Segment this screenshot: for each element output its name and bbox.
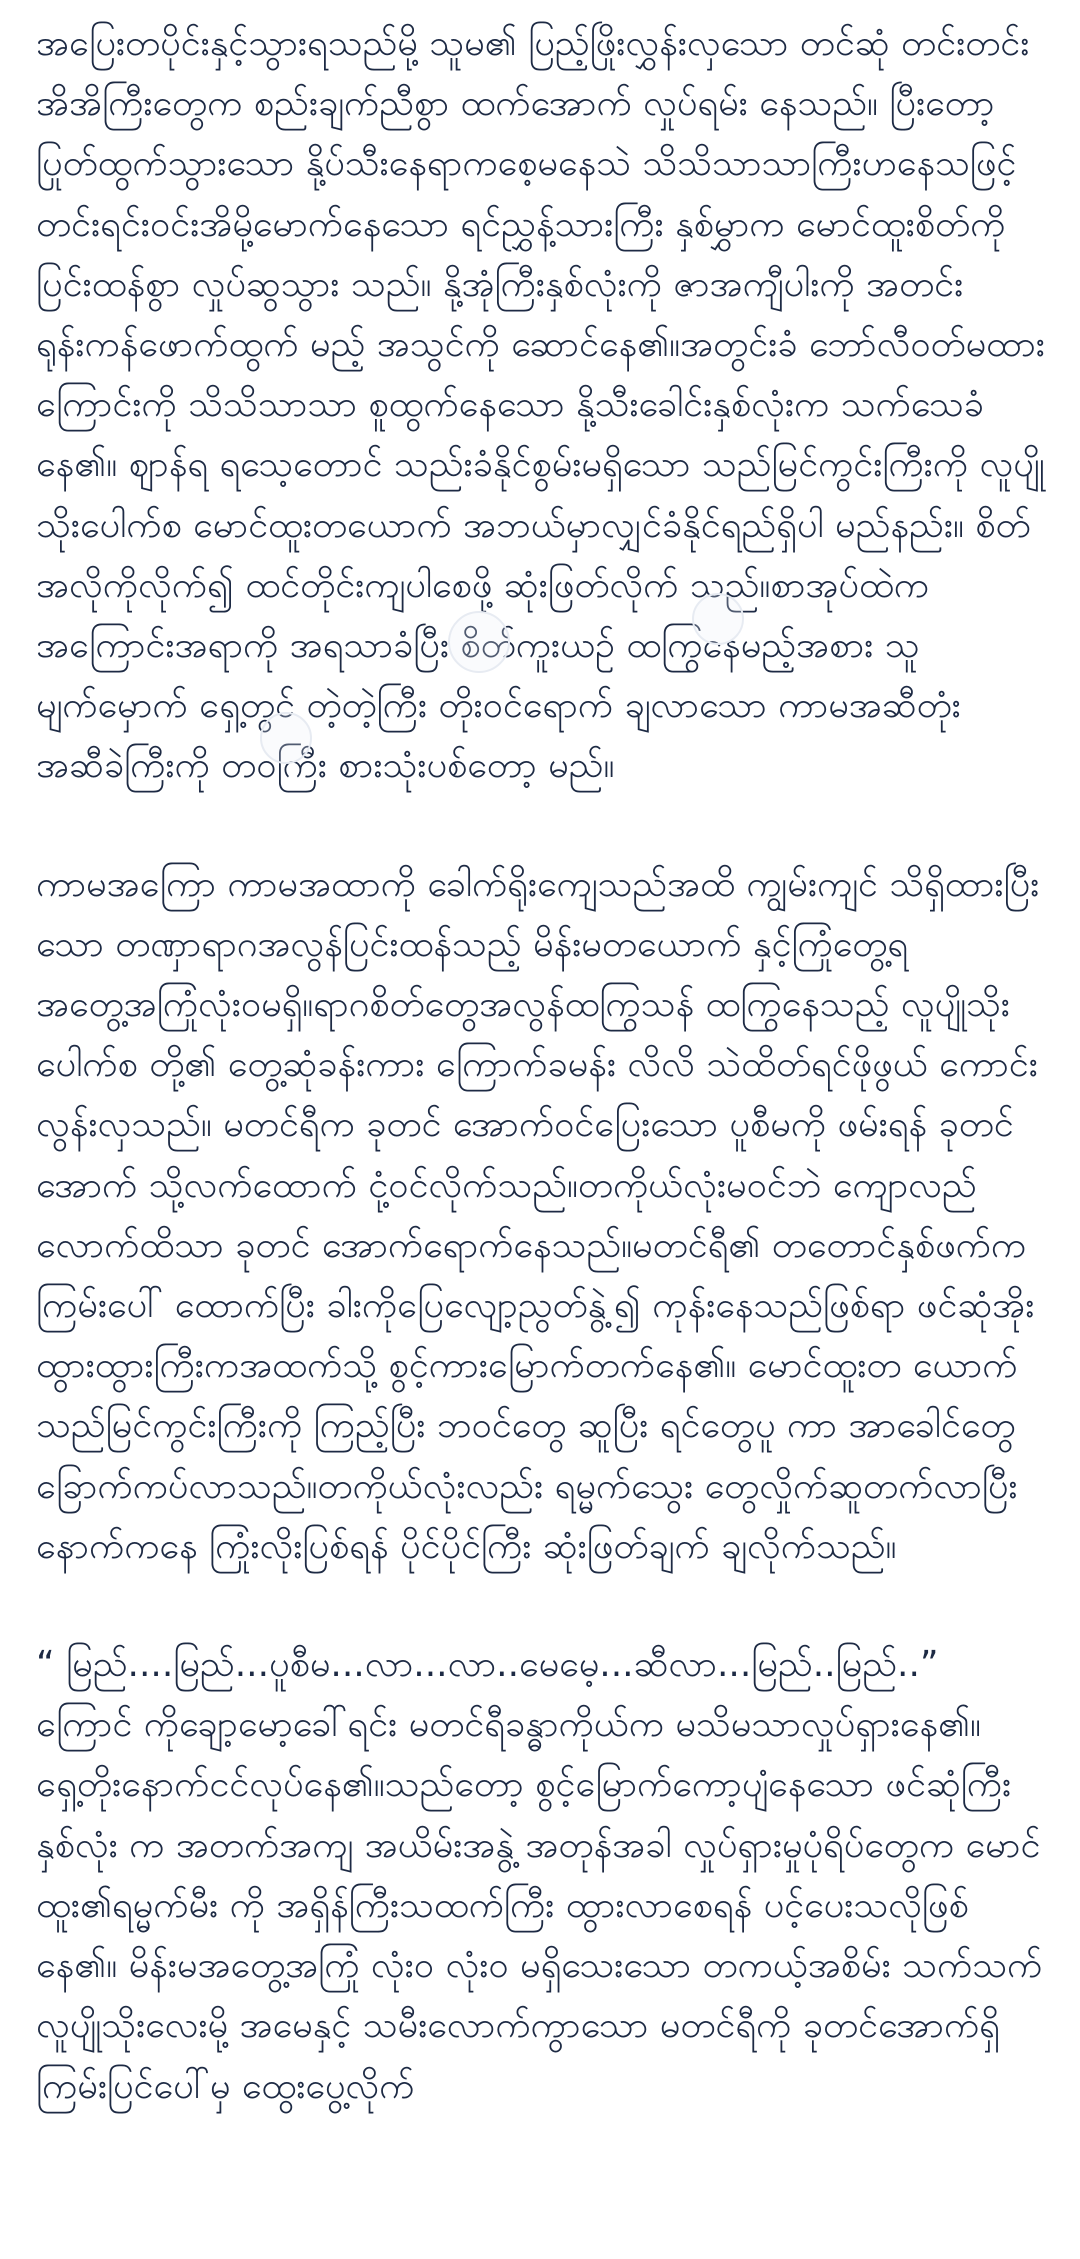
story-paragraph-1: အပြေးတပိုင်းနှင့်သွားရသည်မို့ သူမ၏ ပြည့်ဖြိုးလွှန်းလှသော တင်ဆုံ တင်းတင်းအိအိကြီးတွေက စည်းချက်ညီစွာ ထက်အောက် လှုပ်ရမ်း နေသည်။ ပြီးတော့ ပြုတ်ထွက်သွားသော နို့ပ်သီးနေရာကစေ့မနေသဲ သိသိသာသာကြီးဟနေသဖြင့် တင်းရင်းဝင်းအိမို့မောက်နေသော ရင်ညွှန့်သားကြီး နှစ်မွှာက မောင်ထူးစိတ်ကို ပြင်းထန်စွာ လှုပ်ဆွသွား သည်။ နို့အုံကြီးနှစ်လုံးကို ဇာအကျီပါးကို အတင်းရုန်းကန်ဖောက်ထွက် မည့် အသွင်ကို ဆောင်နေ၏။အတွင်းခံ ဘော်လီဝတ်မထားကြောင်းကို သိသိသာသာ စူထွက်နေသော နို့သီးခေါင်းနှစ်လုံးက သက်သေခံနေ၏။ ဈာန်ရ ရသေ့တောင် သည်းခံနိုင်စွမ်းမရှိသော သည်မြင်ကွင်းကြီးကို လူပျိုသိုးပေါက်စ မောင်ထူးတယောက် အဘယ်မှာလျှင်ခံနိုင်ရည်ရှိပါ မည်နည်း။ စိတ်အလိုကိုလိုက်၍ ထင်တိုင်းကျပါစေဖို့ ဆုံးဖြတ်လိုက် သည်။စာအုပ်ထဲက အကြောင်းအရာကို အရသာခံပြီး စိတ်ကူးယဉ် ထကြွနေမည့်အစား သူမျက်မှောက် ရှေ့တွင် တဲ့တဲ့ကြီး တိုးဝင်ရောက် ချလာသော ကာမအဆီတုံးအဆီခဲကြီးကို တဝကြီး စားသုံးပစ်တော့ မည်။ — [36, 23, 1045, 787]
story-text — [36, 14, 1046, 2175]
story-paragraph-3: “ မြည်....မြည်...ပူစီမ...လာ...လာ..မေမေ့...ဆီလာ...မြည်..မြည်..” ကြောင် ကိုချော့မော့ခေါ်ရင်း မတင်ရီခန္ဓာကိုယ်က မသိမသာလှုပ်ရှားနေ၏။ ရှေ့တိုးနောက်ငင်လုပ်နေ၏။သည်တော့ စွင့်မြောက်ကော့ပျံနေသော ဖင်ဆုံကြီးနှစ်လုံး က အတက်အကျ အယိမ်းအနွဲ့ အတုန်အခါ လှုပ်ရှားမှုပုံရိပ်တွေက မောင်ထူး၏ရမ္မက်မီး ကို အရှိန်ကြီးသထက်ကြီး ထွားလာစေရန် ပင့်ပေးသလိုဖြစ်နေ၏။ မိန်းမအတွေ့အကြုံ လုံးဝ လုံးဝ မရှိသေးသော တကယ့်အစိမ်း သက်သက် လူပျိုသိုးလေးမို့ အမေနှင့် သမီးလောက်ကွာသော မတင်ရီကို ခုတင်အောက်ရှိ ကြမ်းပြင်ပေါ်မှ ထွေးပွေ့လိုက် — [36, 1644, 1043, 2107]
story-paragraph-2: ကာမအကြော ကာမအထာကို ခေါက်ရိုးကျေသည်အထိ ကျွမ်းကျင် သိရှိထားပြီးသော တဏှာရာဂအလွန်ပြင်းထန်သည့် မိန်းမတယောက် နှင့်ကြုံတွေ့ရ အတွေ့အကြုံလုံးဝမရှိ။ရာဂစိတ်တွေအလွန်ထကြွသန် ထကြွနေသည့် လူပျိုသိုးပေါက်စ တို့၏ တွေ့ဆုံခန်းကား ကြောက်ခမန်း လိလိ သဲထိတ်ရင်ဖိုဖွယ် ကောင်းလွန်းလှသည်။ မတင်ရီက ခုတင် အောက်ဝင်ပြေးသော ပူစီမကို ဖမ်းရန် ခုတင်အောက် သို့လက်ထောက် ငုံ့ဝင်လိုက်သည်။တကိုယ်လုံးမဝင်ဘဲ ကျောလည်လောက်ထိသာ ခုတင် အောက်ရောက်နေသည်။မတင်ရီ၏ တတောင်နှစ်ဖက်က ကြမ်းပေါ် ထောက်ပြီး ခါးကိုပြေလျော့ညွတ်နွဲ့၍ ကုန်းနေသည်ဖြစ်ရာ ဖင်ဆုံအိုး ထွားထွားကြီးကအထက်သို့ စွင့်ကားမြောက်တက်နေ၏။ မောင်ထူးတ ယောက် သည်မြင်ကွင်းကြီးကို ကြည့်ပြီး ဘဝင်တွေ ဆူပြီး ရင်တွေပူ ကာ အာခေါင်တွေခြောက်ကပ်လာသည်။တကိုယ်လုံးလည်း ရမ္မက်သွေး တွေလှိုက်ဆူတက်လာပြီး နောက်ကနေ ကြုံးလိုးပြစ်ရန် ပိုင်ပိုင်ကြီး ဆုံးဖြတ်ချက် ချလိုက်သည်။ — [36, 863, 1040, 1567]
touch-ripple-indicator — [260, 712, 312, 764]
touch-ripple-indicator — [448, 611, 510, 673]
touch-ripple-indicator — [692, 593, 744, 645]
